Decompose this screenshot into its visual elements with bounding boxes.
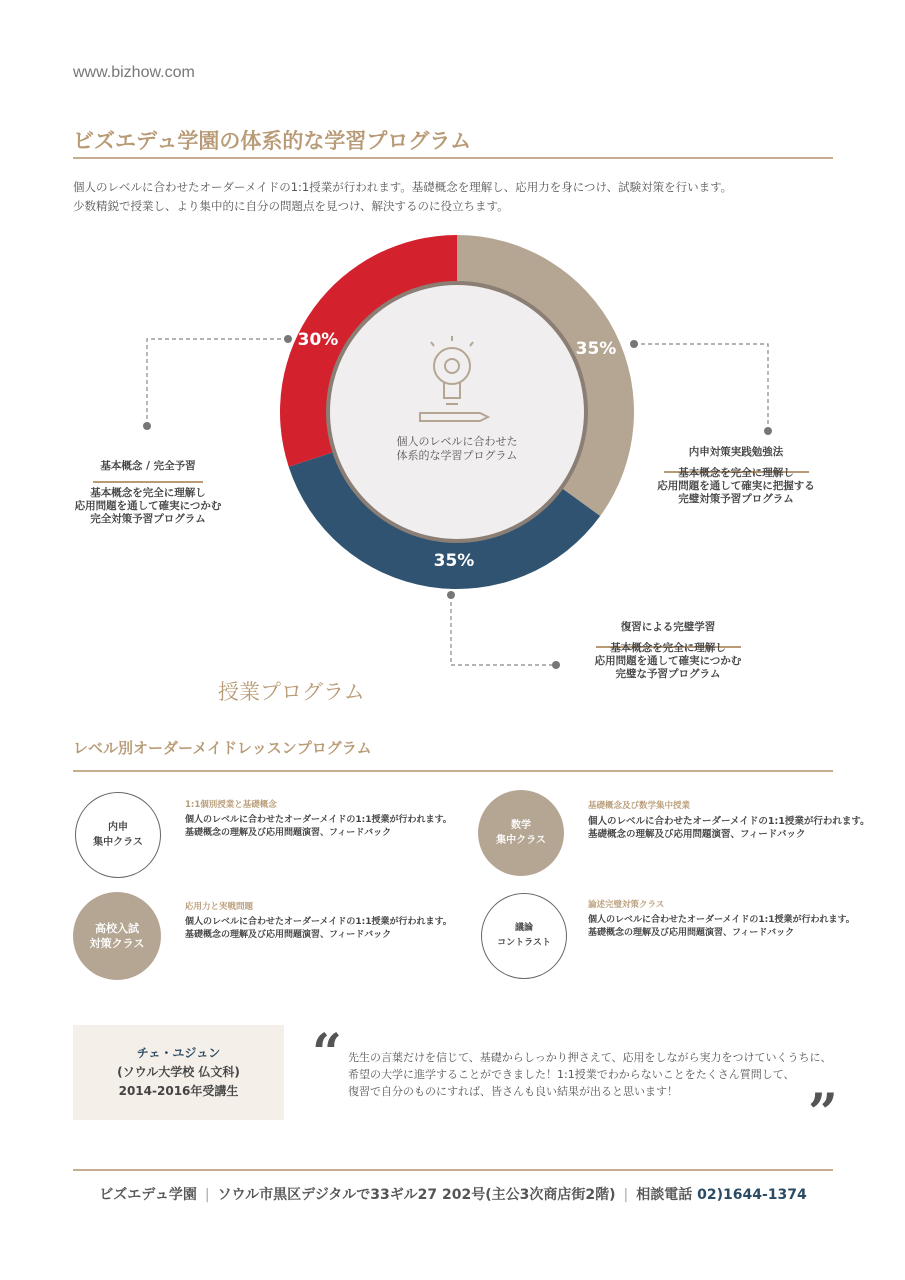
program-desc-2: 基礎概念の理解及び応用問題演習、フィードバック <box>185 828 392 838</box>
callout-right-line-2: 応用問題を通して確実に把握する <box>657 480 815 492</box>
program-item-highschool <box>185 901 452 942</box>
open-quote-icon: “ <box>312 1023 342 1084</box>
site-url[interactable]: www.bizhow.com <box>73 64 195 81</box>
segment-label-navy: 35% <box>433 551 475 571</box>
callout-bottom-title: 復習による完璧学習 <box>620 621 716 633</box>
callout-right-line-3: 完璧対策予習プログラム <box>678 493 794 505</box>
program-subtitle: 授業プログラム <box>218 680 365 704</box>
footer-academy-name: ビズエデュ学園 <box>99 1187 197 1203</box>
footer-address: ソウル市黒区デジタルで33ギル27 202号(主公3次商店街2階) <box>217 1187 616 1203</box>
callout-right <box>643 444 829 506</box>
callout-left-line-3: 完全対策予習プログラム <box>90 513 206 525</box>
intro-text <box>73 178 732 216</box>
testimonial-line-3: 復習で自分のものにすれば、皆さんも良い結果が出ると思います！ <box>348 1085 678 1098</box>
connector-dot <box>284 335 292 343</box>
program-circle-debate <box>481 893 567 979</box>
intro-line-1: 個人のレベルに合わせたオーダーメイドの1:1授業が行われます。基礎概念を理解し、応用力を身につけ、試験対策を行います。 <box>73 180 733 194</box>
testimonial-profile <box>73 1025 284 1120</box>
testimonial-text <box>348 1049 832 1100</box>
callout-left-title: 基本概念 / 完全予習 <box>100 460 196 472</box>
footer-phone-label: 相談電話 <box>636 1187 693 1203</box>
segment-label-red: 30% <box>297 330 339 350</box>
program-circle-line-1: 高校入試 <box>94 922 139 935</box>
student-name: チェ・ユジュン <box>136 1046 221 1060</box>
close-quote-icon: ” <box>808 1083 838 1144</box>
program-circle-line-1: 内申 <box>107 822 128 833</box>
program-circle-naishin <box>75 792 161 878</box>
section-divider <box>73 770 833 772</box>
program-circle-math <box>478 790 564 876</box>
program-heading: 論述完璧対策クラス <box>588 900 665 910</box>
program-heading: 1:1個別授業と基礎概念 <box>185 800 277 810</box>
program-heading: 応用力と実戦問題 <box>185 902 254 912</box>
callout-right-title: 内申対策実践勉強法 <box>688 446 784 458</box>
program-circle-line-1: 数学 <box>510 820 531 831</box>
footer-divider <box>73 1169 833 1171</box>
program-circle-highschool <box>73 892 161 980</box>
program-desc-2: 基礎概念の理解及び応用問題演習、フィードバック <box>185 930 392 940</box>
footer: ビズエデュ学園 | ソウル市黒区デジタルで33ギル27 202号(主公3次商店街2階) | 相談電話 02)1644-1374 <box>99 1187 807 1203</box>
callout-left <box>58 458 238 526</box>
donut-center-line-2: 体系的な学習プログラム <box>396 449 518 462</box>
connector-dot <box>552 661 560 669</box>
callout-bottom <box>575 619 761 681</box>
student-period: 2014-2016年受講生 <box>118 1084 239 1098</box>
callout-bottom-line-1: 基本概念を完全に理解し <box>610 642 726 654</box>
program-circle-line-2: 集中クラス <box>93 837 143 848</box>
connector-dot <box>143 422 151 430</box>
callout-bottom-line-3: 完璧な予習プログラム <box>615 668 721 680</box>
page-title: ビズエデュ学園の体系的な学習プログラム <box>73 129 472 153</box>
section-title: レベル別オーダーメイドレッスンプログラム <box>73 739 372 757</box>
program-heading: 基礎概念及び数学集中授業 <box>588 801 691 811</box>
testimonial-line-2: 希望の大学に進学することができました！1:1授業でわからないことをたくさん質問して、 <box>348 1068 795 1081</box>
callout-left-line-1: 基本概念を完全に理解し <box>90 487 206 499</box>
callout-underline <box>93 481 203 483</box>
donut-center-line-1: 個人のレベルに合わせた <box>396 435 518 448</box>
callout-left-line-2: 応用問題を通して確実につかむ <box>74 500 222 512</box>
connector-dot <box>630 340 638 348</box>
program-item-math <box>588 800 870 841</box>
footer-phone[interactable]: 02)1644-1374 <box>697 1187 807 1203</box>
program-circle-line-2: 集中クラス <box>496 835 546 846</box>
program-item-debate <box>588 899 855 940</box>
callout-right-line-1: 基本概念を完全に理解し <box>678 467 794 479</box>
student-school: (ソウル大学校 仏文科) <box>117 1065 240 1079</box>
program-circle-line-1: 議論 <box>514 923 533 933</box>
intro-line-2: 少数精鋭で授業し、より集中的に自分の問題点を見つけ、解決するのに役立ちます。 <box>73 199 509 213</box>
program-desc-2: 基礎概念の理解及び応用問題演習、フィードバック <box>588 829 806 840</box>
program-circle-line-2: 対策クラス <box>89 937 145 950</box>
program-desc-1: 個人のレベルに合わせたオーダーメイドの1:1授業が行われます。 <box>185 917 452 927</box>
callout-bottom-line-2: 応用問題を通して確実につかむ <box>594 655 742 667</box>
connector-dot <box>764 427 772 435</box>
program-desc-1: 個人のレベルに合わせたオーダーメイドの1:1授業が行われます。 <box>185 815 452 825</box>
title-divider <box>73 157 833 159</box>
program-desc-1: 個人のレベルに合わせたオーダーメイドの1:1授業が行われます。 <box>588 915 855 925</box>
program-desc-1: 個人のレベルに合わせたオーダーメイドの1:1授業が行われます。 <box>588 816 870 827</box>
segment-label-beige: 35% <box>575 339 617 359</box>
program-item-naishin <box>185 799 452 840</box>
program-desc-2: 基礎概念の理解及び応用問題演習、フィードバック <box>588 928 795 938</box>
program-circle-line-2: コントラスト <box>497 938 551 948</box>
connector-dot <box>447 591 455 599</box>
testimonial-line-1: 先生の言葉だけを信じて、基礎からしっかり押さえて、応用をしながら実力をつけていくうちに、 <box>348 1051 832 1064</box>
